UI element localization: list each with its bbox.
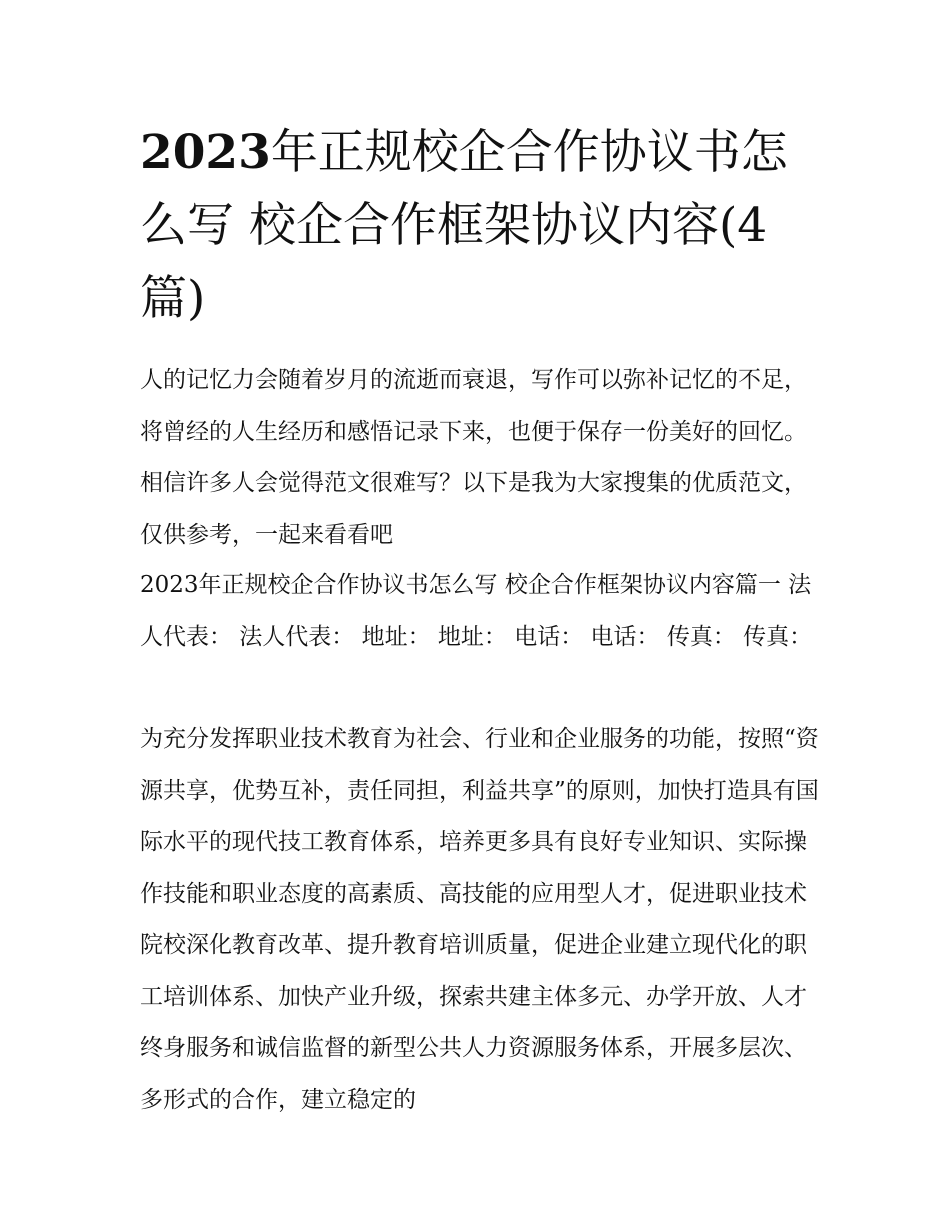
- title-text: 年正规校企合作协议书怎么写 校企合作框架协议内容(4篇): [140, 125, 788, 326]
- document-title: [140, 116, 820, 335]
- body-paragraph: 为充分发挥职业技术教育为社会、行业和企业服务的功能，按照“资源共享，优势互补，责任同担，利益共享”的原则，加快打造具有国际水平的现代技工教育体系，培养更多具有良好专业知识、实际操作技能和职业态度的高素质、高技能的应用型人才，促进职业技术院校深化教育改革、提升教育培训质量，促进企业建立现代化的职工培训体系、加快产业升级，探索共建主体多元、办学开放、人才终身服务和诚信监督的新型公共人力资源服务体系，开展多层次、多形式的合作，建立稳定的: [140, 726, 819, 1113]
- section-heading: 2023年正规校企合作协议书怎么写 校企合作框架协议内容篇一 法人代表： 法人代表： 地址： 地址： 电话： 电话： 传真： 传真：: [140, 572, 813, 650]
- title-year: 2023: [140, 125, 271, 180]
- intro-paragraph: 人的记忆力会随着岁月的流逝而衰退，写作可以弥补记忆的不足，将曾经的人生经历和感悟记录下来，也便于保存一份美好的回忆。相信许多人会觉得范文很难写？以下是我为大家搜集的优质范文，仅供参考，一起来看看吧: [140, 367, 807, 548]
